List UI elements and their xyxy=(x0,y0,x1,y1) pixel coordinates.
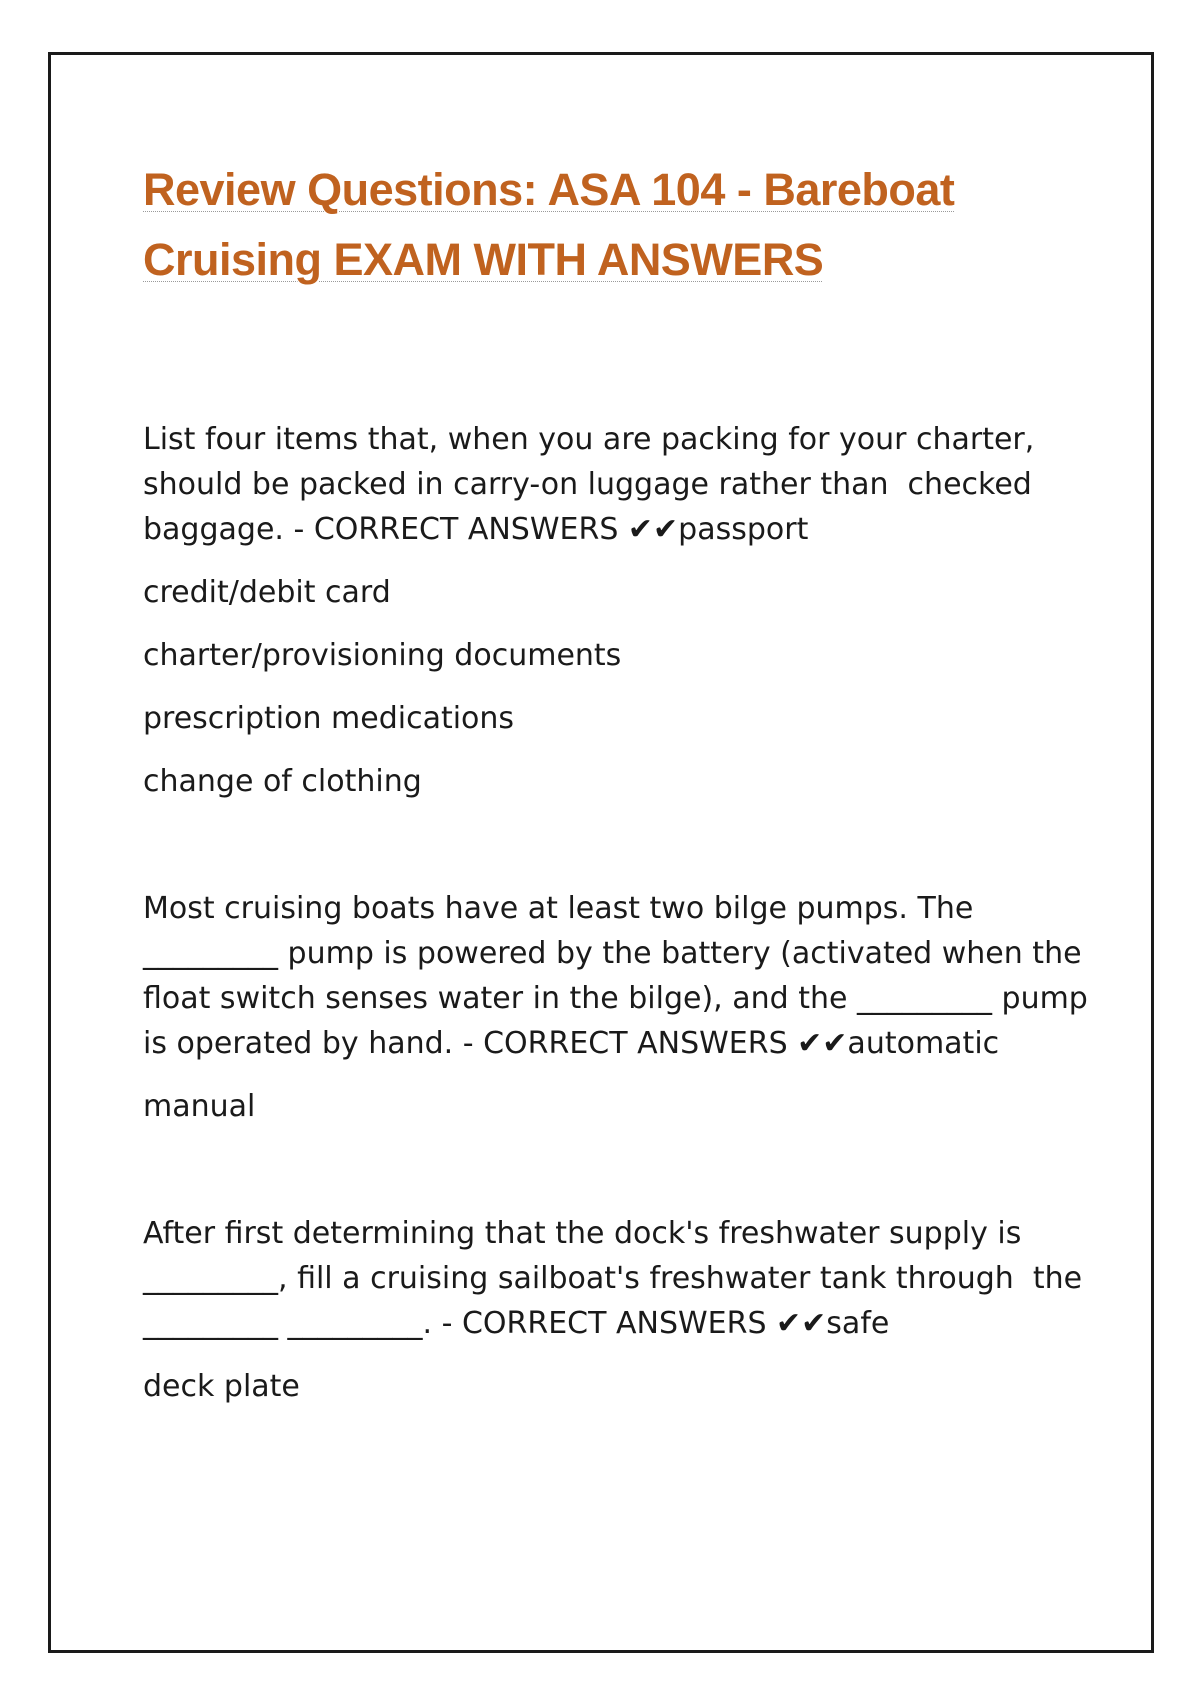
question-block xyxy=(143,1211,1103,1409)
answer-line: prescription medications xyxy=(143,701,515,736)
question-block xyxy=(143,417,1103,804)
answer-line: manual xyxy=(143,1089,256,1124)
document-title xyxy=(143,155,1103,295)
answer-line: credit/debit card xyxy=(143,575,391,610)
answer-line: change of clothing xyxy=(143,764,422,799)
question-text: After first determining that the dock's freshwater supply is _________, fill a cruising sailboat's freshwater tank through the _________ _________. - CORRECT ANSWERS ✔✔safe xyxy=(143,1216,1092,1341)
question-text: List four items that, when you are packing for your charter, should be packed in carry-on luggage rather than checked baggage. - CORRECT ANSWERS ✔✔passport xyxy=(143,422,1044,547)
document-content xyxy=(143,155,1103,1409)
answer-line: charter/provisioning documents xyxy=(143,638,622,673)
title-text: Review Questions: ASA 104 - Bareboat Cruising EXAM WITH ANSWERS xyxy=(143,164,955,285)
question-text: Most cruising boats have at least two bilge pumps. The _________ pump is powered by the battery (activated when the float switch senses water in the bilge), and the _________ pump is operated by hand. - CORRECT ANSWERS ✔✔automatic xyxy=(143,891,1098,1061)
question-block xyxy=(143,886,1103,1129)
document-page xyxy=(48,52,1154,1653)
answer-line: deck plate xyxy=(143,1369,300,1404)
